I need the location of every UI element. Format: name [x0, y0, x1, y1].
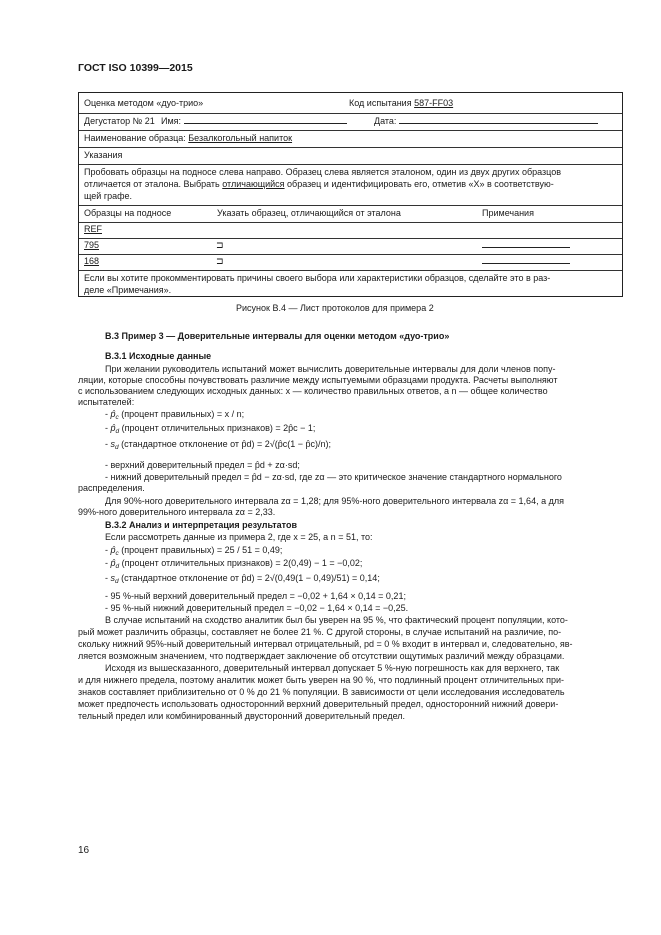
- instr-2a: отличается от эталона. Выбрать: [84, 179, 223, 189]
- p1-line-4: испытателей:: [78, 397, 135, 407]
- name-label: Имя:: [161, 116, 182, 126]
- instructions-line-2: [84, 179, 554, 190]
- def-line-3: - $s_d$ (стандартное отклонение от p̂d) = 2√(p̂c(1 − p̂c)/n);: [105, 439, 332, 451]
- footer-line-2: деле «Примечания».: [84, 285, 172, 295]
- instr-2b: отличающийся: [222, 179, 285, 189]
- p3-line-1: Если рассмотреть данные из примера 2, где x = 25, а n = 51, то:: [105, 532, 373, 542]
- notes-795[interactable]: [482, 240, 570, 251]
- p5-line-2: и для нижнего предела, поэтому аналитик может быть уверен на 90 %, что подлинный процент отличительных при-: [78, 675, 564, 685]
- calc-line-5: - 95 %-ный нижний доверительный предел = −0,02 − 1,64 × 0,14 = −0,25.: [105, 603, 409, 613]
- section-b32-heading: В.3.2 Анализ и интерпретация результатов: [105, 520, 297, 530]
- test-code-value: 587-FF03: [414, 98, 454, 108]
- notes-168[interactable]: [482, 256, 570, 267]
- p4-line-3: скольку нижний 95%-ный доверительный интервал отрицательный, pd = 0 % входит в интервал и, следовательно, яв-: [78, 639, 573, 649]
- date-blank[interactable]: [399, 123, 598, 124]
- def-line-1: - $p̂_c$ (процент правильных) = x / n;: [105, 409, 245, 421]
- calc-line-3: - $s_d$ (стандартное отклонение от p̂d) = 2√(0,49(1 − 0,49)/51) = 0,14;: [105, 573, 380, 585]
- p4-line-4: ляется возможным значением, что подтверждает заключение об отсутствии ощутимых различий между образцами.: [78, 651, 565, 661]
- p2-line-1: Для 90%-ного доверительного интервала zα = 1,28; для 95%-ного доверительного интервала zα = 1,64, а для: [105, 496, 564, 506]
- name-blank[interactable]: [184, 123, 347, 124]
- sample-row-168: 168: [84, 256, 100, 266]
- calc-3-text: (стандартное отклонение от p̂d) = 2√(0,49(1 − 0,49)/51) = 0,14;: [121, 573, 380, 583]
- calc-line-2: - $p̂_d$ (процент отличительных признаков) = 2(0,49) − 1 = −0,02;: [105, 558, 363, 570]
- page-number: 16: [78, 845, 90, 856]
- figure-caption: Рисунок В.4 — Лист протоколов для примера 2: [236, 303, 434, 313]
- date-field: [374, 116, 598, 127]
- p5-line-1: Исходя из вышесказанного, доверительный интервал допускает 5 %-ную погрешность как для верхнего, так: [105, 663, 560, 673]
- p5-line-3: знаков составляет приблизительно от 0 % до 21 % популяции. В зависимости от цели исследования исследователь: [78, 687, 565, 697]
- calc-2-text: (процент отличительных признаков) = 2(0,49) − 1 = −0,02;: [121, 558, 363, 568]
- date-label: Дата:: [374, 116, 397, 126]
- def-2-text: (процент отличительных признаков) = 2p̂c − 1;: [121, 423, 316, 433]
- method-label: Оценка методом «дуо-трио»: [84, 98, 204, 108]
- document-header: ГОСТ ISO 10399—2015: [78, 62, 193, 74]
- p1-line-3: с использованием следующих исходных данных: x — количество правильных ответов, а n — общее количество: [78, 386, 548, 396]
- test-code-field: [349, 98, 453, 109]
- def-line-4: - верхний доверительный предел = p̂d + zα·sd;: [105, 460, 300, 470]
- def-3-text: (стандартное отклонение от p̂d) = 2√(p̂c(1 − p̂c)/n);: [121, 439, 332, 449]
- p2-line-2: 99%-ного доверительного интервала zα = 2,33.: [78, 507, 276, 517]
- checkbox-795[interactable]: ⊐: [216, 240, 224, 250]
- instr-2c: образец и идентифицировать его, отметив «X» в соответствую-: [284, 179, 554, 189]
- sample-row-ref: REF: [84, 224, 102, 234]
- sample-name: Безалкогольный напиток: [188, 133, 293, 143]
- protocol-form: [78, 92, 623, 297]
- p4-line-1: В случае испытаний на сходство аналитик был бы уверен на 95 %, что фактический процент популяции, кото-: [105, 615, 568, 625]
- test-code-label: Код испытания: [349, 98, 412, 108]
- def-line-5b: распределения.: [78, 483, 145, 493]
- name-field: [161, 116, 347, 127]
- p1-line-1: При желании руководитель испытаний может вычислить доверительные интервалы для доли членов попу-: [105, 364, 556, 374]
- calc-line-4: - 95 %-ный верхний доверительный предел = −0,02 + 1,64 × 0,14 = 0,21;: [105, 591, 406, 601]
- p1-line-2: ляции, которые способны почувствовать различие между испытуемыми образцами продукта. Расчеты выполняют: [78, 375, 558, 385]
- instructions-line-1: Пробовать образцы на подносе слева направо. Образец слева является эталоном, один из двух других образцов: [84, 167, 561, 177]
- p5-line-5: тельный предел или комбинированный двусторонний доверительный предел.: [78, 711, 406, 721]
- checkbox-168[interactable]: ⊐: [216, 256, 224, 266]
- col-indicate-header: Указать образец, отличающийся от эталона: [217, 208, 401, 218]
- sample-label: Наименование образца:: [84, 133, 186, 143]
- instructions-line-3: щей графе.: [84, 191, 133, 201]
- section-b3-heading: В.3 Пример 3 — Доверительные интервалы для оценки методом «дуо-трио»: [105, 331, 450, 341]
- def-line-5: - нижний доверительный предел = p̂d − zα·sd, где zα — это критическое значение стандартного нормального: [105, 472, 562, 482]
- def-line-2: - $p̂_d$ (процент отличительных признаков) = 2p̂c − 1;: [105, 423, 316, 435]
- col-tray-header: Образцы на подносе: [84, 208, 172, 218]
- p5-line-4: может предпочесть использовать односторонний верхний доверительный предел, односторонний нижний довери-: [78, 699, 559, 709]
- col-notes-header: Примечания: [482, 208, 534, 218]
- calc-line-1: - $p̂_c$ (процент правильных) = 25 / 51 = 0,49;: [105, 545, 283, 557]
- calc-1-text: (процент правильных) = 25 / 51 = 0,49;: [121, 545, 283, 555]
- section-b31-heading: В.3.1 Исходные данные: [105, 351, 212, 361]
- sample-row-795: 795: [84, 240, 100, 250]
- footer-line-1: Если вы хотите прокомментировать причины своего выбора или характеристики образцов, сделайте это в раз-: [84, 273, 551, 283]
- instructions-title: Указания: [84, 150, 123, 160]
- sample-field: [84, 133, 292, 144]
- p4-line-2: рый может различить образцы, составляет не более 21 %. С другой стороны, в случае испытаний на различие, по-: [78, 627, 562, 637]
- taster-label: Дегустатор № 21: [84, 116, 155, 126]
- def-1-text: (процент правильных) = x / n;: [121, 409, 245, 419]
